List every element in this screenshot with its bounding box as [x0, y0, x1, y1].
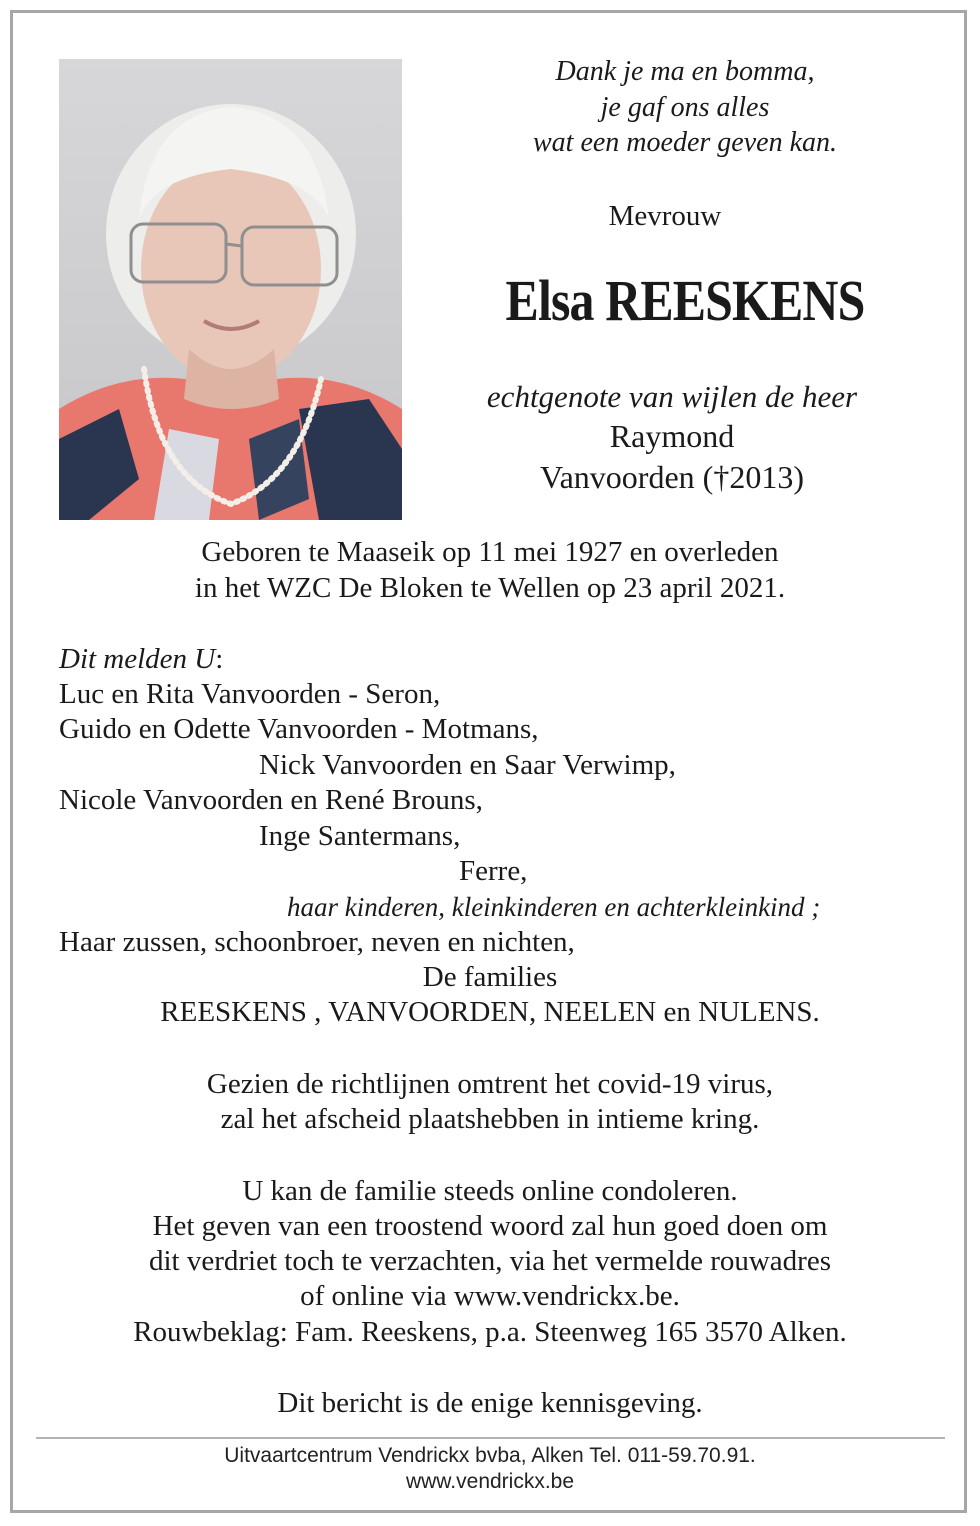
covid-line-2: zal het afscheid plaatshebben in intieme kring. [220, 1103, 760, 1135]
announcement-intro-colon: : [215, 643, 224, 675]
mourner-line: Nick Vanvoorden en Saar Verwimp, [259, 749, 676, 781]
funeral-home-line: Uitvaartcentrum Vendrickx bvba, Alken Tel. 011-59.70.91. [224, 1444, 756, 1467]
birth-death-line-2: in het WZC De Bloken te Wellen op 23 april 2021. [194, 572, 786, 604]
announcement-intro [59, 645, 223, 674]
condolences-address: Rouwbeklag: Fam. Reeskens, p.a. Steenweg 165 3570 Alken. [133, 1316, 847, 1348]
families-label: De families [422, 961, 558, 993]
condolences-line-1: U kan de familie steeds online condoleren. [242, 1175, 738, 1207]
quote-line-1: Dank je ma en bomma, [555, 56, 815, 87]
condolences-line-4: of online via www.vendrickx.be. [300, 1280, 680, 1312]
mourner-line: Nicole Vanvoorden en René Brouns, [59, 784, 483, 816]
sole-notice: Dit bericht is de enige kennisgeving. [277, 1387, 703, 1419]
families-names: REESKENS , VANVOORDEN, NEELEN en NULENS. [160, 996, 820, 1028]
mourner-line: Ferre, [459, 855, 528, 887]
footer-divider [36, 1437, 945, 1439]
mourner-line: Inge Santermans, [259, 820, 461, 852]
portrait-illustration [59, 59, 402, 520]
quote-line-2: je gaf ons alles [600, 92, 770, 123]
spouse-first-name: Raymond [609, 418, 735, 454]
relation-line: haar kinderen, kleinkinderen en achterkleinkind ; [287, 892, 821, 922]
funeral-home-website: www.vendrickx.be [405, 1470, 575, 1493]
spouse-last-name: Vanvoorden (†2013) [540, 459, 804, 495]
siblings-line: Haar zussen, schoonbroer, neven en nichten, [59, 926, 575, 958]
spouse-prefix: echtgenote van wijlen de heer [486, 379, 858, 414]
announcement-intro-text: Dit melden U [59, 643, 216, 675]
portrait-photo [59, 59, 402, 520]
deceased-name: Elsa REESKENS [505, 268, 865, 333]
quote-line-3: wat een moeder geven kan. [533, 127, 837, 158]
condolences-line-2: Het geven van een troostend woord zal hun goed doen om [152, 1210, 828, 1242]
covid-line-1: Gezien de richtlijnen omtrent het covid-19 virus, [206, 1068, 774, 1100]
honorific-title: Mevrouw [608, 200, 722, 232]
birth-death-line-1: Geboren te Maaseik op 11 mei 1927 en overleden [201, 536, 779, 568]
condolences-line-3: dit verdriet toch te verzachten, via het vermelde rouwadres [149, 1245, 831, 1277]
mourner-line: Luc en Rita Vanvoorden - Seron, [59, 678, 441, 710]
mourner-line: Guido en Odette Vanvoorden - Motmans, [59, 713, 539, 745]
